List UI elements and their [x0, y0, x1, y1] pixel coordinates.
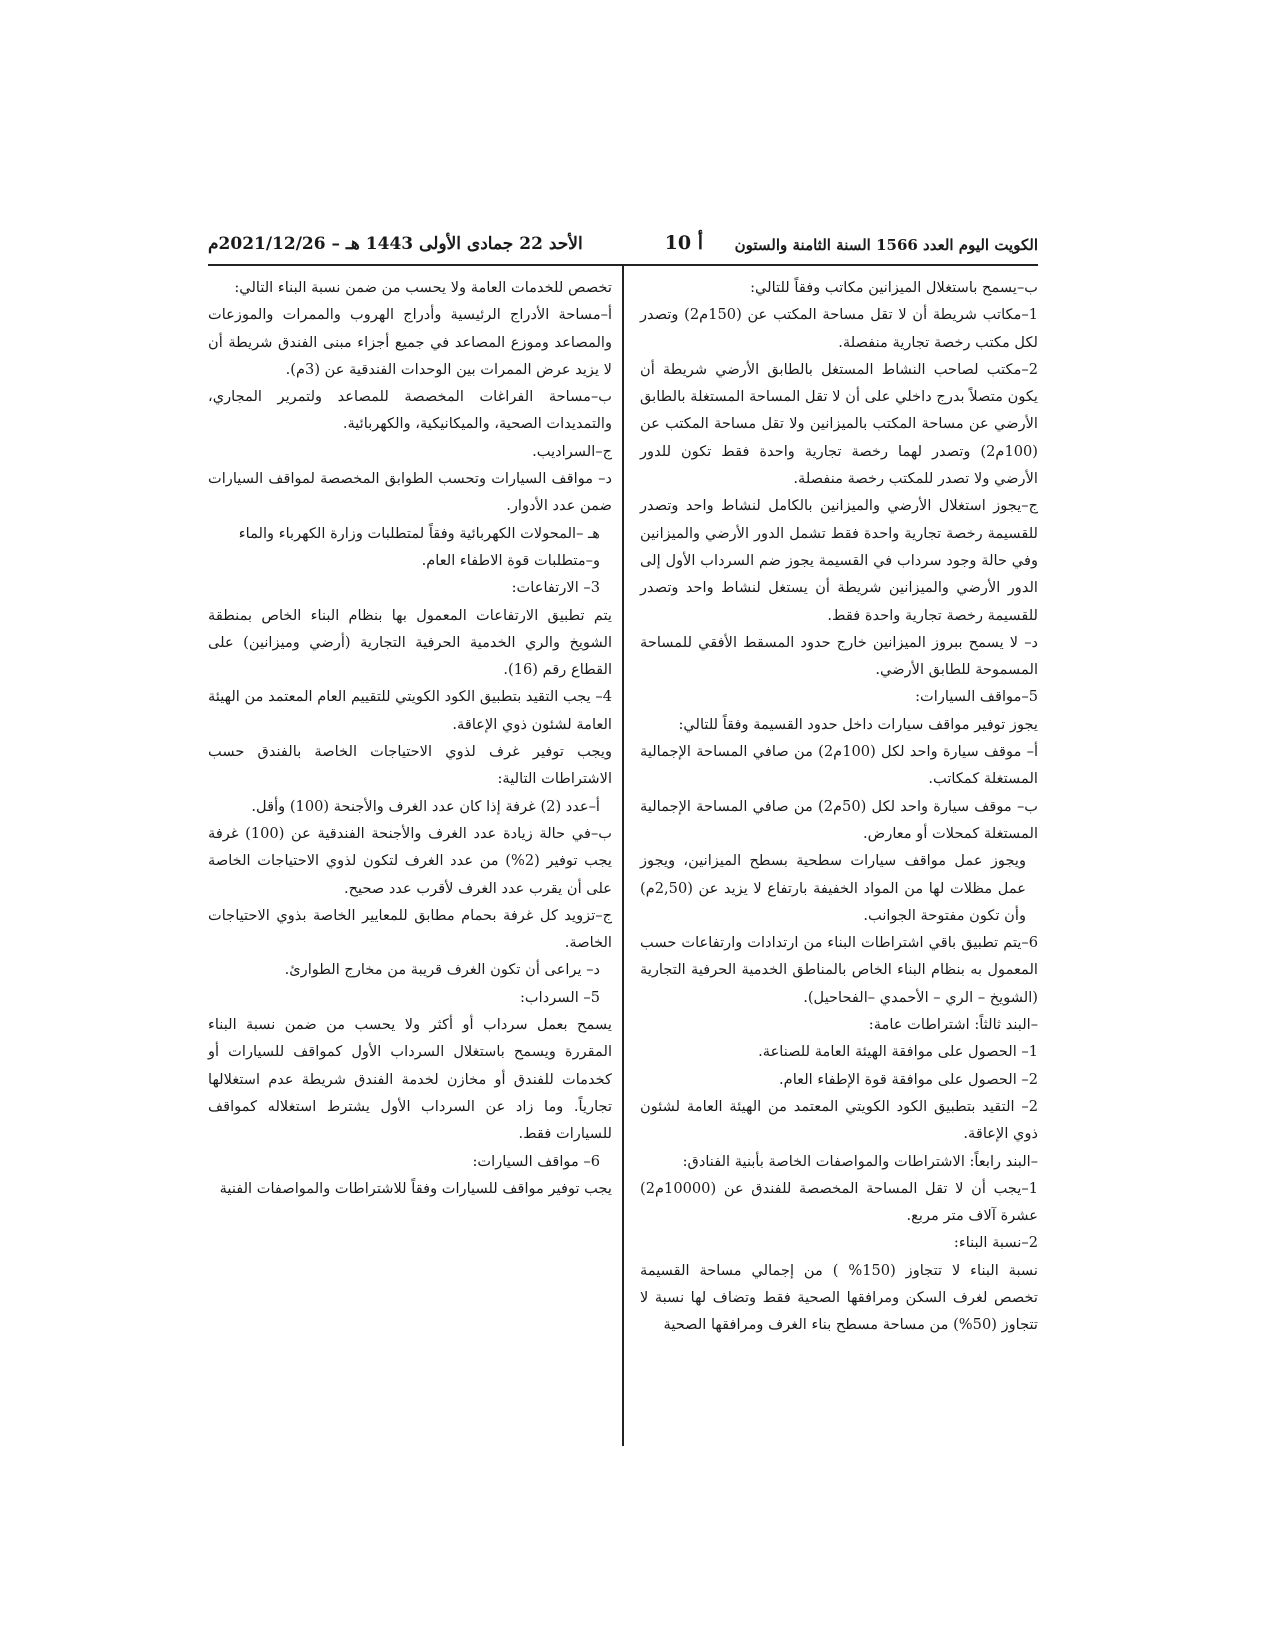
paragraph: أ–عدد (2) غرفة إذا كان عدد الغرف والأجنحة (100) وأقل. [251, 797, 600, 815]
paragraph: تخصص للخدمات العامة ولا يحسب من ضمن نسبة البناء التالي: [234, 279, 612, 296]
column-divider [622, 266, 624, 1446]
paragraph: 4– يجب التقيد بتطبيق الكود الكويتي للتقييم العام المعتمد من الهيئة العامة لشئون ذوي الإعاقة. [208, 688, 612, 733]
paragraph: ج–السراديب. [532, 442, 612, 460]
section-heading: 3– الارتفاعات: [511, 579, 600, 597]
paragraph: أ–مساحة الأدراج الرئيسية وأدراج الهروب والممرات والموزعات والمصاعد وموزع المصاعد في جميع أجزاء مبنى الفندق شريطة أن لا يزيد عرض الممرات بين الوحدات الفندقية عن (3م). [208, 306, 612, 378]
paragraph: 2– التقيد بتطبيق الكود الكويتي المعتمد من الهيئة العامة لشئون ذوي الإعاقة. [640, 1097, 1038, 1143]
right-column [640, 274, 1038, 1339]
paragraph: ج–يجوز استغلال الأرضي والميزانين بالكامل لنشاط واحد وتصدر للقسيمة رخصة تجارية واحدة فقط تشمل الدور الأرضي والميزانين وفي حالة وجود سرداب في القسيمة يجوز ضم السرداب الأول إلى الدور الأرضي والميزانين شريطة أن يستغل لنشاط واحد وتصدر للقسيمة رخصة تجارية واحدة فقط. [640, 497, 1038, 624]
paragraph: ويجب توفير غرف لذوي الاحتياجات الخاصة بالفندق حسب الاشتراطات التالية: [208, 743, 612, 788]
paragraph: د– يراعى أن تكون الغرف قريبة من مخارج الطوارئ. [284, 961, 600, 979]
paragraph: د– مواقف السيارات وتحسب الطوابق المخصصة لمواقف السيارات ضمن عدد الأدوار. [208, 470, 612, 515]
paragraph: 1–يجب أن لا تقل المساحة المخصصة للفندق عن (10000م2) عشرة آلاف متر مربع. [640, 1179, 1038, 1225]
paragraph: 2–مكتب لصاحب النشاط المستغل بالطابق الأرضي شريطة أن يكون متصلاً بدرج داخلي على أن لا تقل المساحة المستغلة بالطابق الأرضي عن مساحة المكتب بالميزانين ولا تقل مساحة المكتب عن (100م2) وتصدر لهما رخصة تجارية واحدة فقط تكون للدور الأرضي ولا تصدر للمكتب رخصة منفصلة. [640, 360, 1038, 488]
paragraph: ب–في حالة زيادة عدد الغرف والأجنحة الفندقية عن (100) غرفة يجب توفير (2%) من عدد الغرف لتكون لذوي الاحتياجات الخاصة على أن يقرب عدد الغرف لأقرب عدد صحيح. [208, 824, 612, 897]
paragraph: ج–تزويد كل غرفة بحمام مطابق للمعايير الخاصة بذوي الاحتياجات الخاصة. [208, 906, 612, 952]
paragraph: نسبة البناء لا تتجاوز (150% ) من إجمالي مساحة القسيمة تخصص لغرف السكن ومرافقها الصحية فقط وتضاف لها نسبة لا تتجاوز (50%) من مساحة مسطح بناء الغرف ومرافقها الصحية [640, 1261, 1038, 1334]
paragraph: يتم تطبيق الارتفاعات المعمول بها بنظام البناء الخاص بمنطقة الشويخ والري الخدمية الحرفية التجارية (أرضي وميزانين) على القطاع رقم (16). [208, 606, 612, 679]
section-heading: 5– السرداب: [519, 988, 600, 1006]
paragraph: أ– موقف سيارة واحد لكل (100م2) من صافي المساحة الإجمالية المستغلة كمكاتب. [640, 743, 1038, 788]
paragraph: يجوز توفير مواقف سيارات داخل حدود القسيمة وفقاً للتالي: [678, 715, 1038, 733]
section-heading: 2–نسبة البناء: [953, 1234, 1038, 1252]
section-heading: –البند ثالثاً: اشتراطات عامة: [868, 1016, 1038, 1034]
paragraph: ب–مساحة الفراغات المخصصة للمصاعد ولتمرير المجاري، والتمديدات الصحية، والميكانيكية، والكهربائية. [208, 388, 612, 433]
paragraph: 2– الحصول على موافقة قوة الإطفاء العام. [779, 1070, 1038, 1088]
paragraph: 1– الحصول على موافقة الهيئة العامة للصناعة. [758, 1043, 1038, 1061]
page-header [208, 232, 1038, 262]
paragraph: د– لا يسمح ببروز الميزانين خارج حدود المسقط الأفقي للمساحة المسموحة للطابق الأرضي. [640, 633, 1038, 679]
paragraph: يسمح بعمل سرداب أو أكثر ولا يحسب من ضمن نسبة البناء المقررة ويسمح باستغلال السرداب الأول كمواقف للسيارات أو كخدمات للفندق أو مخازن لخدمة الفندق شريطة عدم استغلالها تجارياً. وما زاد عن السرداب الأول يشترط استغلاله كمواقف للسيارات فقط. [208, 1016, 612, 1143]
paragraph: هـ –المحولات الكهربائية وفقاً لمتطلبات وزارة الكهرباء والماء [238, 524, 600, 542]
section-heading: –البند رابعاً: الاشتراطات والمواصفات الخاصة بأبنية الفنادق: [682, 1152, 1038, 1170]
page-number: أ 10 [664, 232, 703, 254]
paragraph: ب– موقف سيارة واحد لكل (50م2) من صافي المساحة الإجمالية المستغلة كمحلات أو معارض. [640, 797, 1038, 842]
paragraph: 1–مكاتب شريطة أن لا تقل مساحة المكتب عن (150م2) وتصدر لكل مكتب رخصة تجارية منفصلة. [640, 306, 1038, 351]
publication-title: الكويت اليوم العدد 1566 السنة الثامنة والستون [734, 236, 1038, 254]
section-heading: 6– مواقف السيارات: [472, 1152, 600, 1170]
left-column [208, 274, 612, 1202]
paragraph: 6–يتم تطبيق باقي اشتراطات البناء من ارتدادات وارتفاعات حسب المعمول به بنظام البناء الخاص بالمناطق الخدمية الحرفية التجارية (الشويخ – الري – الأحمدي –الفحاحيل). [640, 934, 1038, 1006]
paragraph: يجب توفير مواقف للسيارات وفقاً للاشتراطات والمواصفات الفنية [219, 1179, 612, 1197]
paragraph: ويجوز عمل مواقف سيارات سطحية بسطح الميزانين، ويجوز عمل مظلات لها من المواد الخفيفة بارتفاع لا يزيد عن (2,50م) وأن تكون مفتوحة الجوانب. [640, 852, 1026, 924]
paragraph: ب–يسمح باستغلال الميزانين مكاتب وفقاً للتالي: [750, 279, 1038, 296]
section-heading: 5–مواقف السيارات: [915, 688, 1038, 706]
paragraph: و–متطلبات قوة الاطفاء العام. [421, 551, 600, 569]
issue-date: الأحد 22 جمادى الأولى 1443 هـ – 2021/12/26م [208, 234, 583, 254]
